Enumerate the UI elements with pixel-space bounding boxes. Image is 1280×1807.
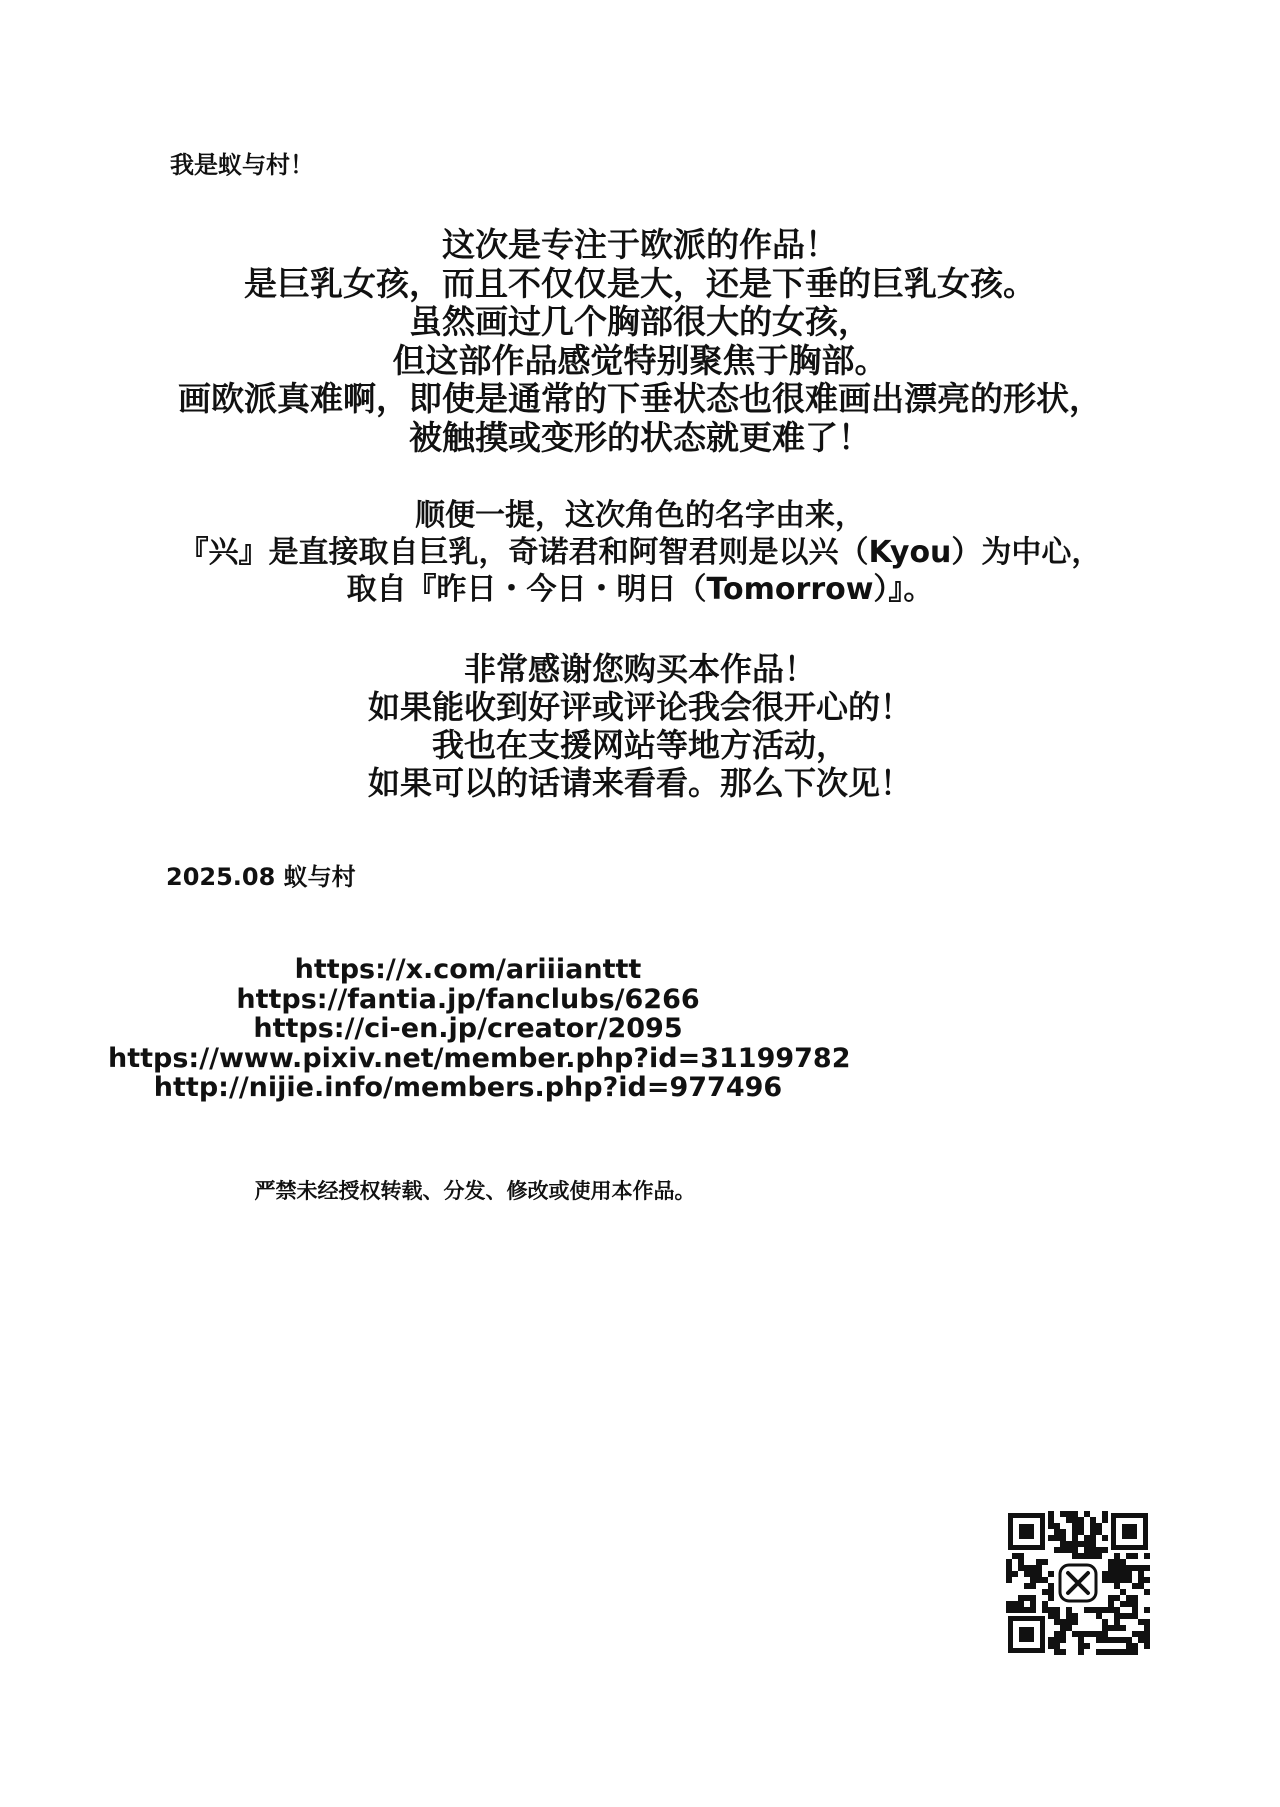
paragraph-line: 非常感谢您购买本作品！ xyxy=(463,650,816,688)
link-x[interactable]: https://x.com/ariiianttt xyxy=(294,954,642,985)
link-nijie[interactable]: http://nijie.info/members.php?id=977496 xyxy=(153,1072,783,1103)
paragraph-thanks xyxy=(0,650,1280,802)
paragraph-line: 画欧派真难啊，即使是通常的下垂状态也很难画出漂亮的形状， xyxy=(178,379,1102,418)
paragraph-line: 是巨乳女孩，而且不仅仅是大，还是下垂的巨乳女孩。 xyxy=(244,263,1036,303)
paragraph-line: 虽然画过几个胸部很大的女孩， xyxy=(409,302,871,341)
link-ci-en[interactable]: https://ci-en.jp/creator/2095 xyxy=(253,1013,683,1044)
qr-code-graphic xyxy=(1006,1511,1150,1655)
paragraph-line: 这次是专注于欧派的作品！ xyxy=(442,225,838,264)
paragraph-line: 顺便一提，这次角色的名字由来， xyxy=(415,498,865,533)
paragraph-line: 『兴』是直接取自巨乳，奇诺君和阿智君则是以兴（Kyou）为中心， xyxy=(178,535,1102,570)
greeting-heading: 我是蚁与村！ xyxy=(170,151,314,179)
signature-date: 2025.08 蚁与村 xyxy=(166,863,356,891)
paragraph-intro xyxy=(0,226,1280,457)
link-fantia[interactable]: https://fantia.jp/fanclubs/6266 xyxy=(236,983,700,1015)
copyright-notice: 严禁未经授权转载、分发、修改或使用本作品。 xyxy=(254,1179,696,1203)
paragraph-line: 但这部作品感觉特别聚焦于胸部。 xyxy=(392,340,888,380)
paragraph-line: 如果可以的话请来看看。那么下次见！ xyxy=(367,764,912,802)
paragraph-line: 如果能收到好评或评论我会很开心的！ xyxy=(367,688,912,726)
paragraph-line: 取自『昨日・今日・明日（Tomorrow）』。 xyxy=(346,572,934,607)
paragraph-line: 我也在支援网站等地方活动， xyxy=(431,726,848,764)
link-pixiv[interactable]: https://www.pixiv.net/member.php?id=31199782 xyxy=(108,1042,851,1074)
paragraph-line: 被触摸或变形的状态就更难了！ xyxy=(409,417,871,457)
x-logo-icon xyxy=(1060,1565,1096,1601)
paragraph-name-origin xyxy=(0,497,1280,608)
link-list xyxy=(108,954,851,1103)
qr-code[interactable] xyxy=(1006,1511,1150,1655)
